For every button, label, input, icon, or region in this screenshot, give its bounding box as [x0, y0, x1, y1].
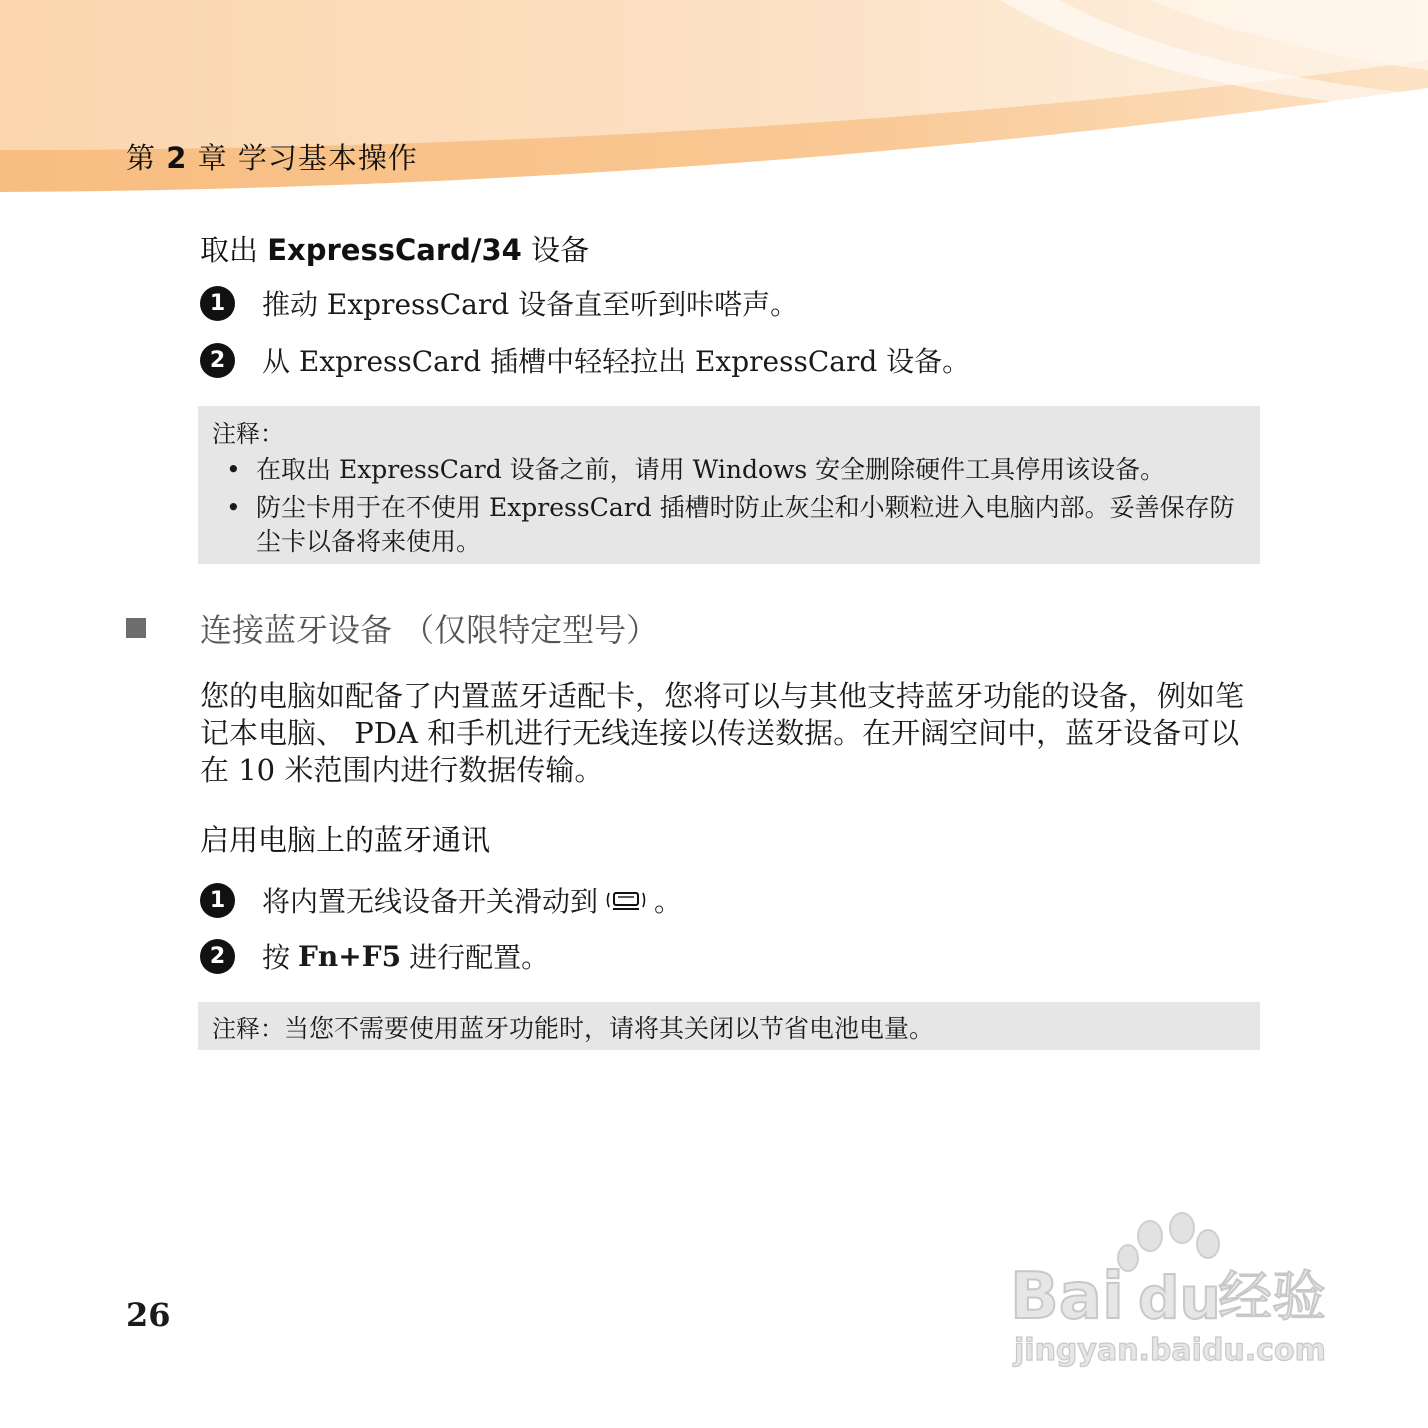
remove-step-2: [200, 340, 970, 380]
bullet-icon: •: [226, 493, 241, 522]
step-number-badge: 2: [200, 343, 235, 378]
note-bullet-text: 防尘卡用于在不使用 ExpressCard 插槽时防止灰尘和小颗粒进入电脑内部。妥善保存防尘卡以备将来使用。: [256, 493, 1235, 556]
chapter-suffix: 章 学习基本操作: [197, 141, 418, 175]
page-number: 26: [126, 1296, 171, 1334]
remove-note-box: [198, 406, 1260, 564]
watermark-brand-du: du: [1138, 1264, 1221, 1332]
step-text: 推动 ExpressCard 设备直至听到咔嗒声。: [262, 288, 799, 321]
remove-card-heading: [200, 228, 589, 269]
note-title: 注释：: [212, 420, 284, 448]
watermark-brand: Bai: [1010, 1260, 1124, 1334]
bluetooth-step-2: [200, 936, 549, 976]
note-text: 当您不需要使用蓝牙功能时，请将其关闭以节省电池电量。: [284, 1014, 935, 1043]
step-text: 将内置无线设备开关滑动到: [262, 885, 599, 918]
bluetooth-section-heading: [126, 605, 658, 651]
baidu-watermark-logo: [1000, 1210, 1350, 1380]
note-bullet-text: 在取出 ExpressCard 设备之前，请用 Windows 安全删除硬件工具停用该设备。: [256, 455, 1166, 484]
chapter-number: 2: [166, 141, 188, 175]
step-number-badge: 1: [200, 286, 235, 321]
heading-post: 设备: [531, 233, 590, 267]
step-text: 按: [262, 941, 291, 974]
chapter-prefix: 第: [126, 141, 157, 175]
heading-bold: ExpressCard/34: [267, 233, 522, 267]
watermark-brand-jingyan: 经验: [1218, 1265, 1326, 1328]
watermark-url: jingyan.baidu.com: [1014, 1333, 1326, 1368]
remove-step-1: [200, 283, 798, 323]
bullet-icon: •: [226, 455, 241, 484]
chapter-title: [126, 136, 418, 177]
step-text-end: 。: [654, 885, 683, 918]
bluetooth-step-1: [200, 880, 682, 920]
step-text: 从 ExpressCard 插槽中轻轻拉出 ExpressCard 设备。: [262, 345, 971, 378]
bluetooth-enable-heading: 启用电脑上的蓝牙通讯: [200, 823, 491, 857]
step-number-badge: 1: [200, 883, 235, 918]
section-square-icon: [126, 618, 146, 638]
wireless-switch-icon: [604, 886, 648, 914]
section-title: 连接蓝牙设备 （仅限特定型号）: [200, 611, 659, 649]
step-text-end: 进行配置。: [409, 941, 550, 974]
note-title: 注释：: [212, 1015, 284, 1043]
bluetooth-note-box: [198, 1002, 1260, 1050]
bluetooth-paragraph: 您的电脑如配备了内置蓝牙适配卡，您将可以与其他支持蓝牙功能的设备，例如笔记本电脑、 PDA 和手机进行无线连接以传送数据。在开阔空间中，蓝牙设备可以在 10 米范围内进行数据传输。: [200, 679, 1245, 787]
step-number-badge: 2: [200, 939, 235, 974]
note-bullet-item: [212, 491, 1246, 559]
note-bullet-item: [212, 452, 1246, 488]
heading-pre: 取出: [200, 233, 259, 267]
key-combo: Fn+F5: [298, 939, 402, 973]
